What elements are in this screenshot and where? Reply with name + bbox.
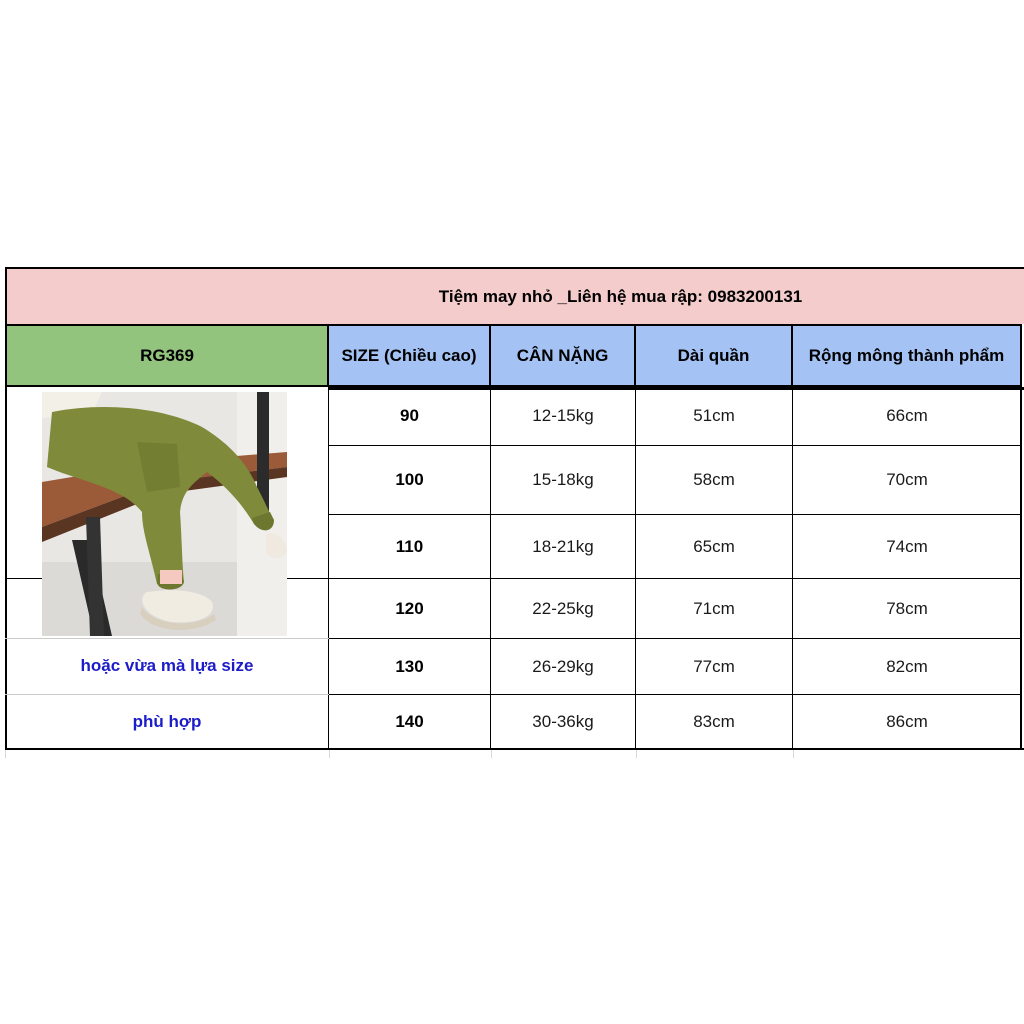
table-right-border <box>1020 387 1022 749</box>
sheet-gridline <box>329 750 330 758</box>
size-column-header: SIZE (Chiều cao) <box>329 324 491 387</box>
table-cell-length: 71cm <box>636 579 793 639</box>
sheet-gridline <box>636 750 637 758</box>
sheet-gridline <box>5 750 6 758</box>
row-divider <box>287 578 329 579</box>
table-cell-hip: 78cm <box>793 579 1022 639</box>
table-cell-hip: 70cm <box>793 446 1022 515</box>
child-cargo-pants-illustration <box>42 392 287 636</box>
header-bottom-border <box>329 387 1024 390</box>
table-cell-length: 65cm <box>636 515 793 579</box>
table-cell-size: 130 <box>329 639 491 695</box>
table-cell-length: 58cm <box>636 446 793 515</box>
table-cell-size: 90 <box>329 387 491 446</box>
sheet-gridline <box>793 750 794 758</box>
size-advice-note-line1: hoặc vừa mà lựa size <box>80 656 254 675</box>
table-cell-length: 51cm <box>636 387 793 446</box>
table-cell-weight: 30-36kg <box>491 695 636 749</box>
sheet-gridline <box>491 750 492 758</box>
hip-column-header: Rộng mông thành phẩm <box>793 324 1022 387</box>
table-cell-hip: 66cm <box>793 387 1022 446</box>
table-cell-weight: 26-29kg <box>491 639 636 695</box>
banner-title: Tiệm may nhỏ _Liên hệ mua rập: 0983200131 <box>438 286 803 306</box>
row-divider <box>5 638 329 639</box>
table-cell-size: 110 <box>329 515 491 579</box>
shop-banner <box>5 267 1024 324</box>
table-cell-size: 140 <box>329 695 491 749</box>
table-bottom-border <box>5 748 1024 750</box>
row-divider <box>5 578 43 579</box>
table-cell-weight: 12-15kg <box>491 387 636 446</box>
table-cell-size: 100 <box>329 446 491 515</box>
product-photo <box>42 392 287 636</box>
table-cell-hip: 86cm <box>793 695 1022 749</box>
table-cell-hip: 74cm <box>793 515 1022 579</box>
table-cell-weight: 18-21kg <box>491 515 636 579</box>
table-cell-size: 120 <box>329 579 491 639</box>
row-divider <box>5 694 329 695</box>
length-column-header: Dài quần <box>636 324 793 387</box>
product-code-header: RG369 <box>5 324 329 387</box>
table-cell-weight: 15-18kg <box>491 446 636 515</box>
size-advice-note-line2: phù hợp <box>132 712 202 731</box>
table-cell-length: 83cm <box>636 695 793 749</box>
table-cell-weight: 22-25kg <box>491 579 636 639</box>
weight-column-header: CÂN NẶNG <box>491 324 636 387</box>
table-cell-length: 77cm <box>636 639 793 695</box>
table-cell-hip: 82cm <box>793 639 1022 695</box>
